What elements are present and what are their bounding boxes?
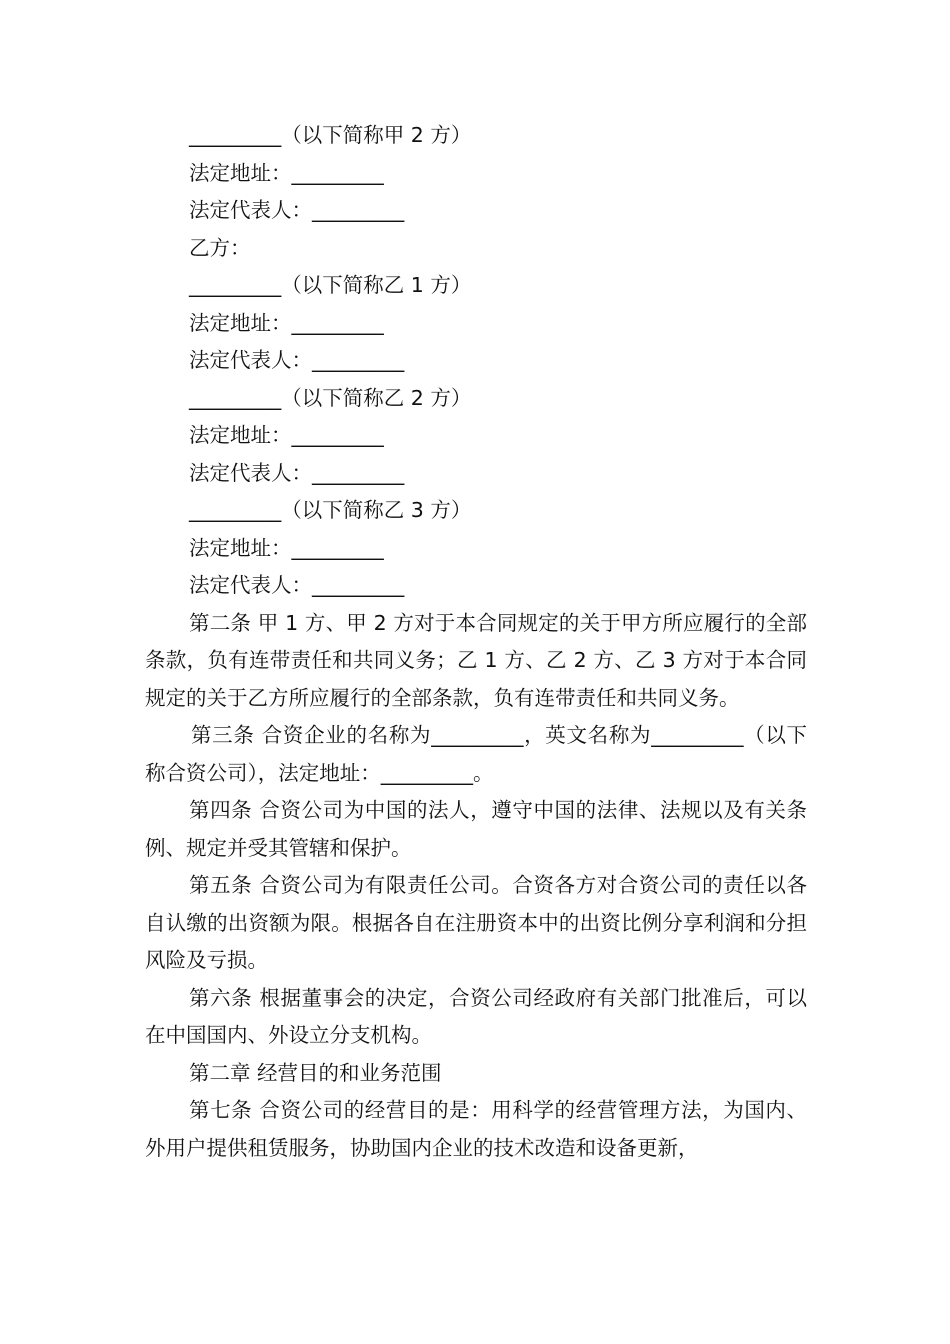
article-6-paragraph: 第六条 根据董事会的决定，合资公司经政府有关部门批准后，可以在中国国内、外设立分支机构。 [145, 985, 807, 1047]
article-7-paragraph: 第七条 合资公司的经营目的是：用科学的经营管理方法，为国内、外用户提供租赁服务，协助国内企业的技术改造和设备更新， [145, 1098, 807, 1160]
party-jia2-representative-line: 法定代表人：_________ [189, 198, 405, 222]
article-5-paragraph: 第五条 合资公司为有限责任公司。合资各方对合资公司的责任以各自认缴的出资额为限。根据各自在注册资本中的出资比例分享利润和分担风险及亏损。 [145, 873, 807, 972]
party-yi3-name-line: _________（以下简称乙 3 方） [189, 498, 472, 522]
chapter-2-heading: 第二章 经营目的和业务范围 [189, 1060, 442, 1085]
party-jia2-name-line: _________（以下简称甲 2 方） [189, 123, 472, 147]
party-yi-heading: 乙方： [189, 235, 251, 260]
party-jia2-address-line: 法定地址：_________ [189, 160, 384, 185]
party-yi2-name-line: _________（以下简称乙 2 方） [189, 385, 472, 410]
article-3-paragraph: 第三条 合资企业的名称为_________，英文名称为_________（以下称合资公司），法定地址：_________。 [145, 723, 807, 785]
party-yi3-representative-line: 法定代表人：_________ [189, 573, 405, 597]
article-4-paragraph: 第四条 合资公司为中国的法人，遵守中国的法律、法规以及有关条例、规定并受其管辖和保护。 [145, 798, 807, 860]
party-yi1-name-line: _________（以下简称乙 1 方） [189, 273, 472, 297]
party-yi2-address-line: 法定地址：_________ [189, 423, 384, 447]
document-body [145, 117, 807, 1167]
party-yi1-address-line: 法定地址：_________ [189, 310, 384, 335]
article-2-paragraph: 第二条 甲 1 方、甲 2 方对于本合同规定的关于甲方所应履行的全部条款，负有连带责任和共同义务；乙 1 方、乙 2 方、乙 3 方对于本合同规定的关于乙方所应履行的全部条款，负有连带责任和共同义务。 [145, 610, 807, 710]
party-yi3-address-line: 法定地址：_________ [189, 535, 384, 560]
party-yi2-representative-line: 法定代表人：_________ [189, 460, 405, 485]
party-yi1-representative-line: 法定代表人：_________ [189, 348, 405, 372]
